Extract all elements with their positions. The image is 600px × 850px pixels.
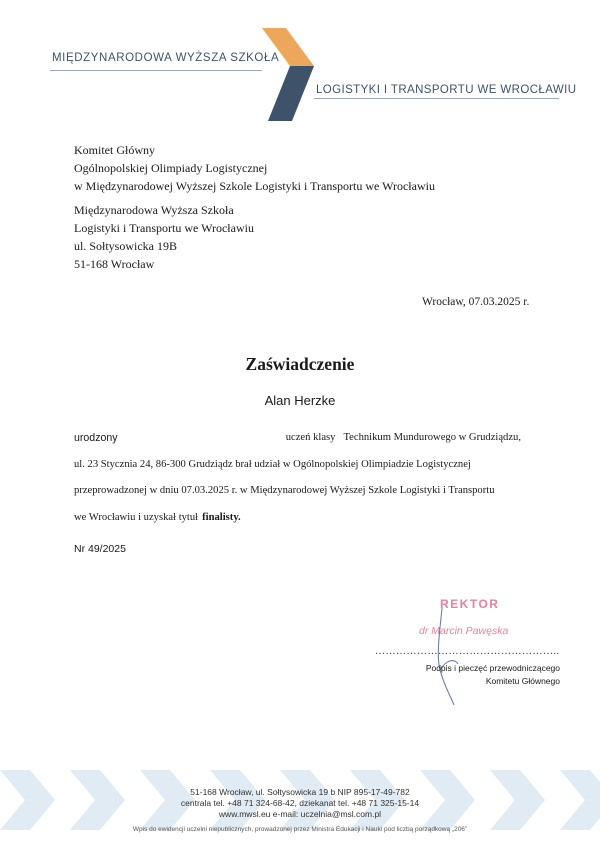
footer-registry-note: Wpis do ewidencji uczelni niepublicznych, prowadzonej przez Ministra Edukacji i Nauki pod liczbą porządkową „206”: [132, 826, 468, 833]
logo-chevron-icon: [262, 28, 322, 123]
footer-address: 51-168 Wrocław, ul. Sołtysowicka 19 b NIP 895-17-49-782: [190, 787, 410, 797]
body-line-3: [74, 478, 521, 505]
title-awarded: finalisty.: [202, 511, 241, 523]
certificate-number: Nr 49/2025: [74, 543, 126, 555]
document-title: Zaświadczenie: [245, 354, 355, 374]
body-text-4: we Wrocławiu i uzyskał tytuł: [74, 511, 199, 523]
footer-phones: centrala tel. +48 71 324-68-42, dziekanat tel. +48 71 325-15-14: [180, 798, 420, 808]
school-name: Technikum Mundurowego w Grudziądzu,: [343, 432, 521, 443]
signature-caption-1: Podpis i pieczęć przewodniczącego: [425, 663, 560, 673]
sender-line: Logistyki i Transportu we Wrocławiu: [74, 221, 254, 235]
certificate-body: [74, 425, 521, 531]
body-line-1: [74, 425, 521, 452]
sender-address: [74, 201, 254, 273]
recipient-line: w Międzynarodowej Wyższej Szkole Logistyki i Transportu we Wrocławiu: [74, 179, 435, 193]
class-label: uczeń klasy: [285, 432, 336, 443]
document-date: Wrocław, 07.03.2025 r.: [422, 296, 530, 308]
sender-line: Międzynarodowa Wyższa Szkoła: [74, 203, 234, 217]
body-line-2: [74, 452, 521, 479]
signature-line: ……………………………………………..: [375, 646, 560, 657]
body-text-2: ul. 23 Stycznia 24, 86-300 Grudziądz brał udział w Ogólnopolskiej Olimpiadzie Logistycznej: [74, 458, 471, 470]
body-line-4: [74, 505, 521, 532]
recipient-address: [74, 141, 435, 195]
logo-text-top: MIĘDZYNARODOWA WYŻSZA SZKOŁA: [52, 52, 280, 64]
sender-line: 51-168 Wrocław: [74, 257, 155, 271]
body-text-3: przeprowadzonej w dniu 07.03.2025 r. w Międzynarodowej Wyższej Szkole Logistyki i Transportu: [74, 485, 495, 496]
sender-line: ul. Sołtysowicka 19B: [74, 239, 178, 253]
logo-text-bottom: LOGISTYKI I TRANSPORTU WE WROCŁAWIU: [316, 84, 577, 96]
signature-caption-2: Komitetu Głównego: [485, 676, 560, 686]
recipient-name: Alan Herzke: [264, 393, 336, 408]
signature-caption: [392, 662, 560, 688]
stamp-name: dr Marcin Pawęska: [419, 625, 509, 637]
logo-divider: [50, 70, 262, 71]
logo-divider-2: [314, 98, 559, 99]
born-label: urodzony: [74, 432, 118, 444]
recipient-line: Komitet Główny: [74, 143, 155, 157]
footer-web-email: www.mwsl.eu e-mail: uczelnia@msl.com.pl: [218, 809, 382, 819]
stamp-title: REKTOR: [440, 597, 500, 611]
recipient-line: Ogólnopolskiej Olimpiady Logistycznej: [74, 161, 268, 175]
